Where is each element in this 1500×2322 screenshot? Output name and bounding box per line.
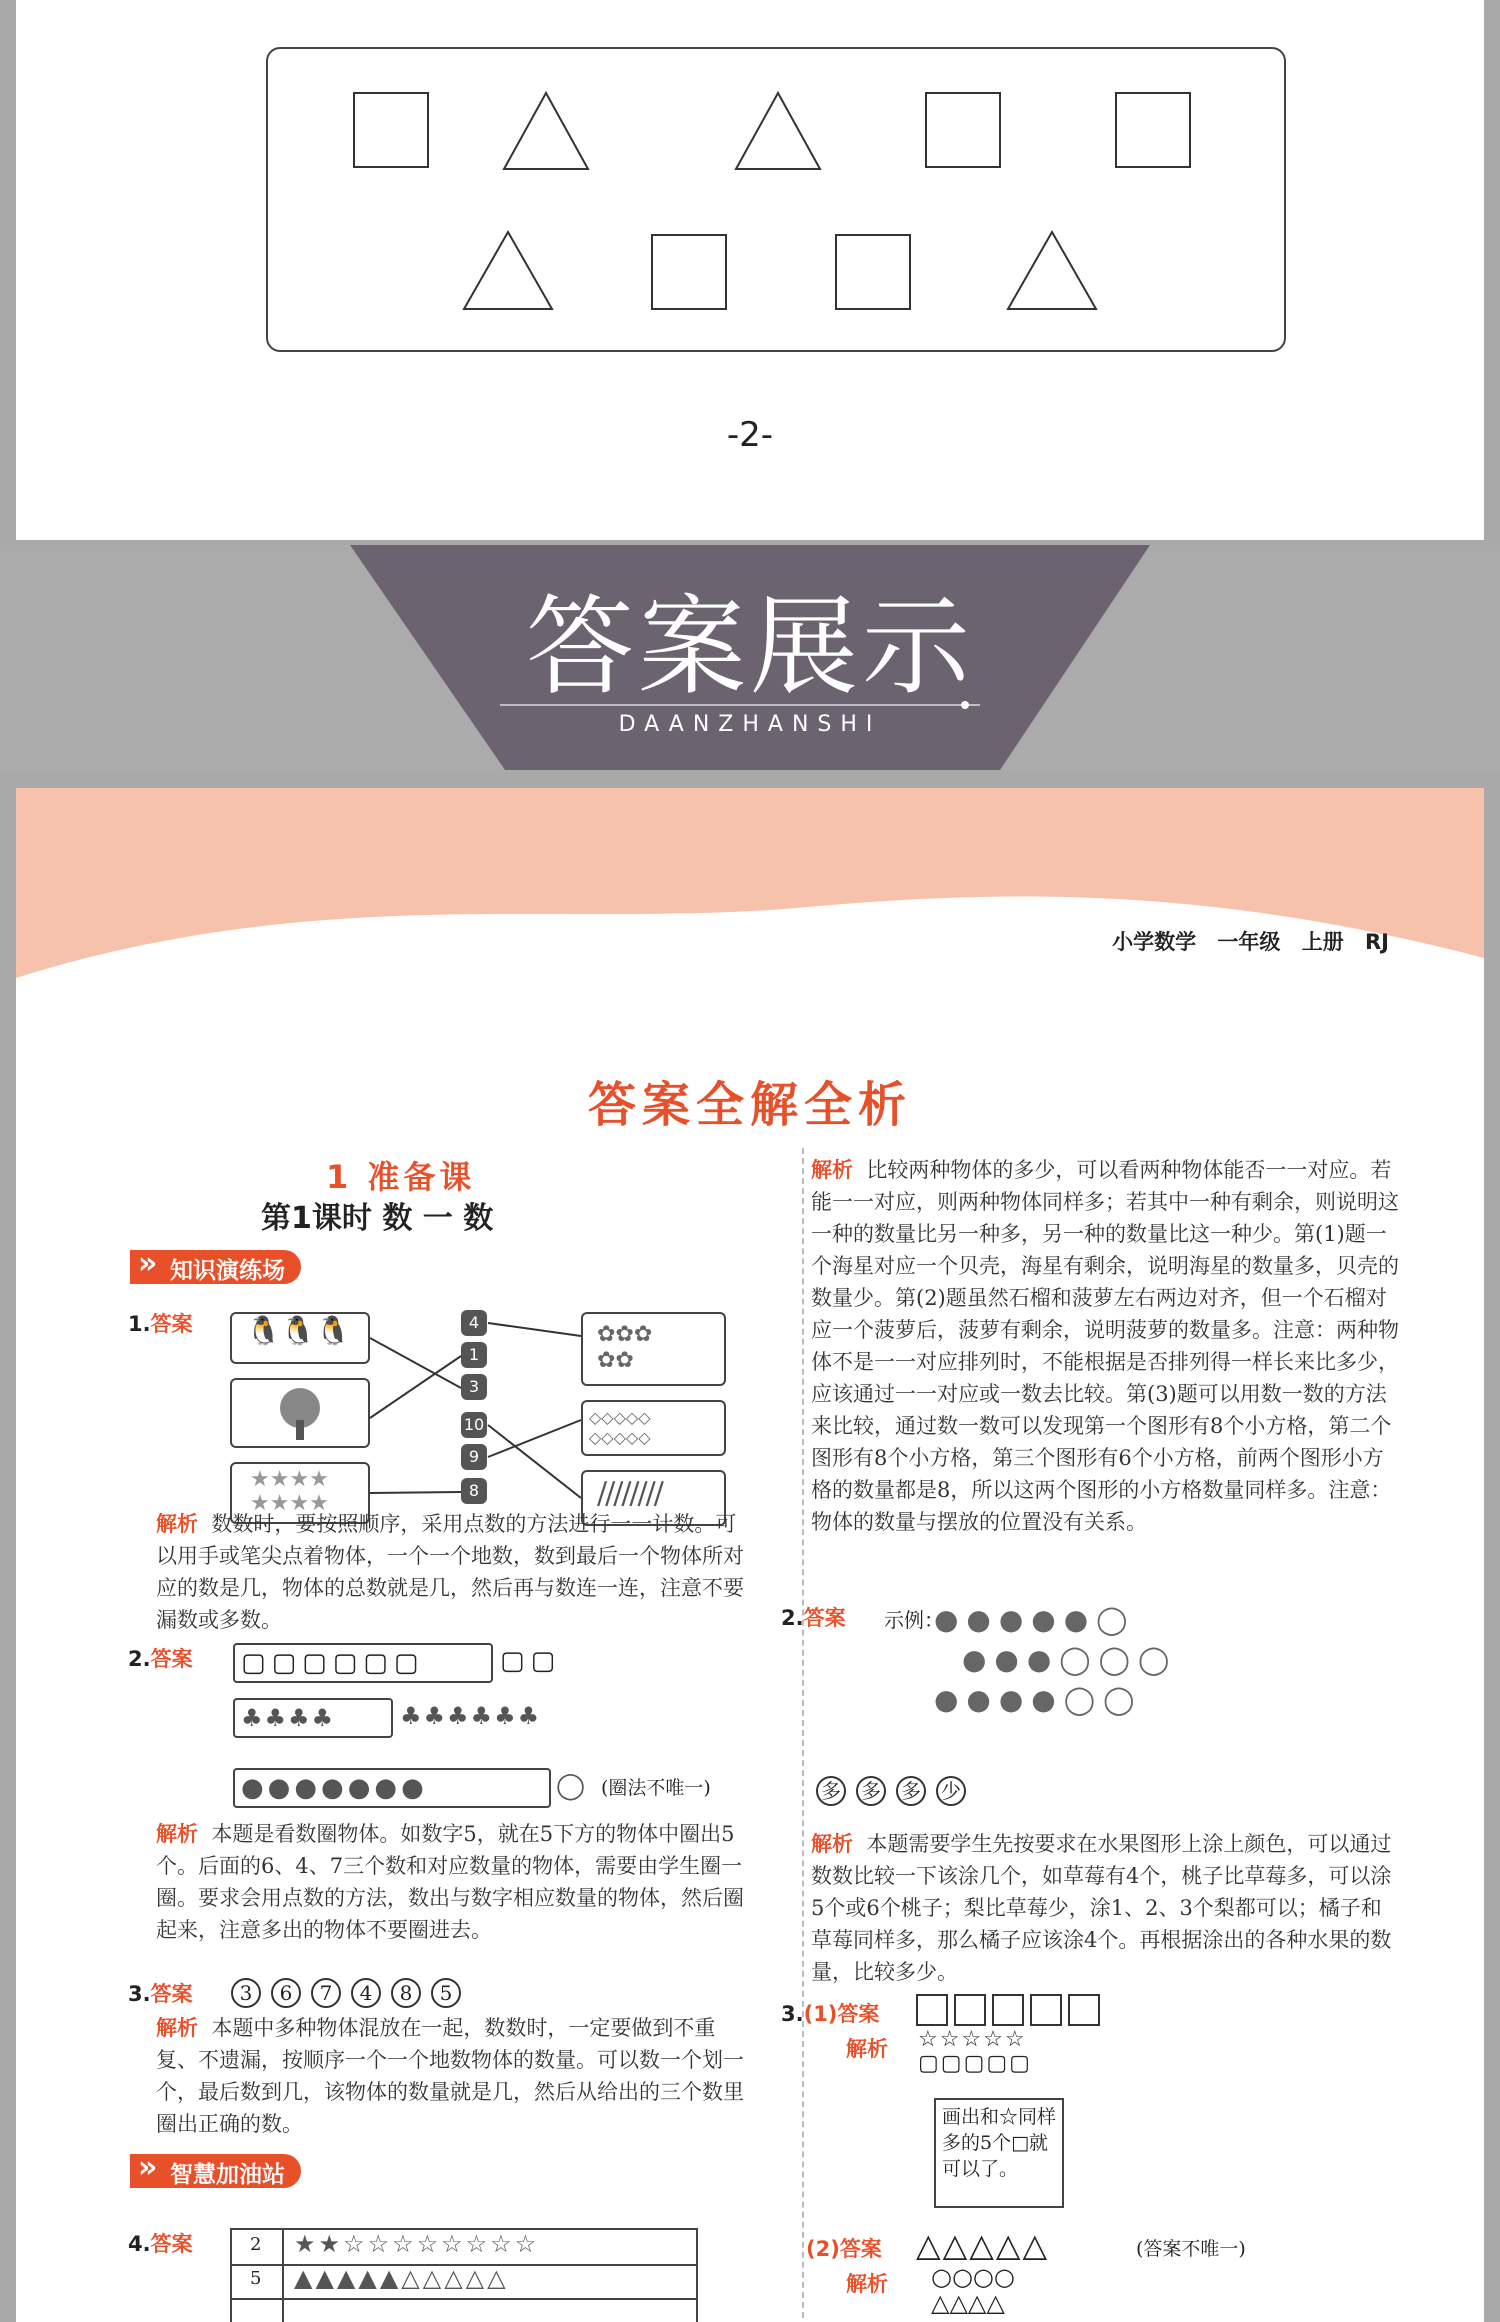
q1-analysis: 数数时，要按照顺序，采用点数的方法进行一一计数。可以用手或笔尖点着物体，一个一个地数，数到最后一个物体所对应的数是几，物体的总数就是几，然后再与数连一连，注意不要漏数或多数。 xyxy=(156,1512,744,1632)
fish-box: ◇◇◇◇◇ ◇◇◇◇◇ xyxy=(581,1400,726,1456)
answer-circle: 多 xyxy=(816,1776,846,1806)
matching-lines xyxy=(366,1308,586,1533)
column-divider xyxy=(802,1148,804,2322)
page-title: 答案全解全析 xyxy=(587,1077,912,1133)
answer-circle: 8 xyxy=(391,1978,421,2008)
section-bonus: » 智慧加油站 xyxy=(130,2154,301,2188)
row-count: 2 xyxy=(250,2234,262,2255)
answer-circle: 5 xyxy=(431,1978,461,2008)
tree-group: ♣♣♣♣ xyxy=(233,1698,393,1738)
q2-num: 2. xyxy=(128,1647,151,1671)
hint-box: 画出和☆同样多的5个□就可以了。 xyxy=(934,2098,1064,2208)
triangle-answer: △△△△△ xyxy=(916,2226,1050,2264)
answer-label: 答案 xyxy=(803,1606,846,1630)
right-analysis: 比较两种物体的多少，可以看两种物体能否一一对应。若能一一对应，则两种物体同样多；若其中一种有剩余，则说明这一种的数量比另一种多，另一种的数量比这一种少。第(1)题一个海星对应一个贝壳，海星有剩余，说明海星的数量多，贝壳的数量少。第(2)题虽然石榴和菠萝左右两边对齐，但一个石榴对应一个菠萝后，菠萝有剩余，说明菠萝的数量多。注意：两种物体不是一一对应排列时，不能根据是否排列得一样长来比多少，应该通过一一对应或一数去比较。第(3)题可以用数一数的方法来比较，通过数一数可以发现第一个图形有8个小方格，第二个图形有8个小方格，第三个图形有6个小方格，前两个图形小方格的数量都是8，所以这两个图形的小方格数量同样多。注意：物体的数量与摆放的位置没有关系。 xyxy=(811,1158,1399,1534)
square-shape xyxy=(652,235,726,309)
analysis-label: 解析 xyxy=(846,2272,888,2296)
answer-label: 答案 xyxy=(837,2002,880,2026)
number-badge: 8 xyxy=(461,1478,487,1504)
page-number: -2- xyxy=(726,415,774,455)
triangle-shape xyxy=(1008,232,1096,309)
fruit-rows: ●●●●●◯ ●●●◯◯◯ ●●●●◯◯ xyxy=(934,1603,1178,1716)
number-badge: 3 xyxy=(461,1374,487,1400)
r2-analysis: 本题需要学生先按要求在水果图形上涂上颜色，可以通过数数比较一下该涂几个，如草莓有4个，桃子比草莓多，可以涂5个或6个桃子；梨比草莓少，涂1、2、3个梨都可以；橘子和草莓同样多，那么橘子应该涂4个。再根据涂出的各种水果的数量，比较多少。 xyxy=(811,1832,1392,1984)
subject-label: 小学数学 一年级 上册 RJ xyxy=(1112,930,1389,954)
answer-label: 答案 xyxy=(150,1982,193,2006)
banner-title: 答案展示 xyxy=(525,585,974,710)
analysis-label: 解析 xyxy=(811,1157,853,1182)
q1-num: 1. xyxy=(128,1312,151,1336)
answer-label: 答案 xyxy=(150,1312,193,1336)
analysis-label: 解析 xyxy=(846,2037,888,2061)
star-square-diagram: ☆☆☆☆☆ ▢▢▢▢▢ xyxy=(918,2027,1032,2076)
r3-num: 3. xyxy=(781,2002,804,2026)
r3-note: (答案不唯一) xyxy=(1136,2238,1246,2260)
row-count: 5 xyxy=(250,2268,262,2289)
worksheet-page-top xyxy=(16,0,1484,540)
number-badge: 4 xyxy=(461,1310,487,1336)
number-badge: 1 xyxy=(461,1342,487,1368)
banner-subtitle: DAANZHANSHI xyxy=(618,712,882,737)
answer-circle: 多 xyxy=(896,1776,926,1806)
r2-num: 2. xyxy=(781,1606,804,1630)
number-badge: 10 xyxy=(461,1412,487,1438)
circle-triangle-diagram: ○○○○ △△△△ xyxy=(931,2263,1015,2317)
answer-label: 答案 xyxy=(150,2232,193,2256)
answer-circle: 多 xyxy=(856,1776,886,1806)
answer-circle: 3 xyxy=(231,1978,261,2008)
answer-label: 答案 xyxy=(150,1647,193,1671)
ball-group: ●●●●●●● xyxy=(233,1768,551,1808)
number-badge: 9 xyxy=(461,1444,487,1470)
square-shape xyxy=(836,235,910,309)
answer-page: 小学数学 一年级 上册 RJ 答案全解全析 1 准备课 第1课时 数 一 数 » 知识演练场 1.答案 🐧🐧🐧 ★★★★ ★★★★ ✿✿✿ ✿✿ ◇◇◇◇◇ ◇◇◇◇◇ //////// 4 1 3 10 9 8 解析 数数时，要按照顺序，采用点数的方法进行一一计数。可以用手或笔尖点着物体，一个一个地数，数到最后一个物体所对应的数是几，物体的总数就是几，然后再与数连一连，注意不要漏数或多数。 2.答案 ▢▢▢▢▢▢ ▢▢ ♣♣♣♣ ♣♣♣♣♣♣ ●●●●●●● ◯ (圈法不唯一) 解析 本题是看数圈物体。如数字5，就在5下方的物体中圈出5个。后面的6、4、7三个数和对应数量的物体，需要由学生圈一圈。要求会用点数的方法，数出与数字相应数量的物体，然后圈起来，注意多出的物体不要圈进去。 3.答案 3 6 7 4 8 5 解析 本题中多种物体混放在一起，数数时，一定要做到不重复、不遗漏，按顺序一个一个地数物体的数量。可以数一个划一个，最后数到几，该物体的数量就是几，然后从给出的三个数里圈出正确的数。 » 智慧加油站 4.答案 2 5 ★★☆☆☆☆☆☆☆☆ ▲▲▲▲▲△△△△△ 解析 比较两种物体的多少，可以看两种物体能否一一对应。若能一一对应，则两种物体同样多；若其中一种有剩余，则说明这一种的数量比另一种多，另一种的数量比这一种少。第(1)题一个海星对应一个贝壳，海星有剩余，说明海星的数量多，贝壳的数量少。第(2)题虽然石榴和菠萝左右两边对齐，但一个石榴对应一个菠萝后，菠萝有剩余，说明菠萝的数量多。注意：两种物体不是一一对应排列时，不能根据是否排列得一样长来比多少，应该通过一一对应或一数去比较。第(3)题可以用数一数的方法来比较，通过数一数可以发现第一个图形有8个小方格，第二个图形有8个小方格，第三个图形有6个小方格，前两个图形小方格的数量都是8，所以这两个图形的小方格数量同样多。注意：物体的数量与摆放的位置没有关系。 2.答案 示例： ●●●●●◯ ●●●◯◯◯ ●●●●◯◯ 多 多 多 少 解析 本题需要学生先按要求在水果图形上涂上颜色，可以通过数数比较一下该涂几个，如草莓有4个，桃子比草莓多，可以涂5个或6个桃子；梨比草莓少，涂1、2、3个梨都可以；橘子和草莓同样多，那么橘子应该涂4个。再根据涂出的各种水果的数量，比较多少。 3.(1)答案 解析 ☆☆☆☆☆ ▢▢▢▢▢ 画出和☆同样多的5个□就可以了。 (2)答案 △△△△△ (答案不唯一) 解析 ○○○○ △△△△ xyxy=(16,788,1484,2322)
answer-squares xyxy=(916,1994,1106,2030)
answer-circle: 少 xyxy=(936,1776,966,1806)
star-box: ★★★★ ★★★★ xyxy=(230,1462,370,1524)
lesson-title: 第1课时 数 一 数 xyxy=(261,1201,494,1236)
square-shape xyxy=(1116,93,1190,167)
answer-circle: 7 xyxy=(311,1978,341,2008)
square-shape xyxy=(354,93,428,167)
analysis-label: 解析 xyxy=(156,1821,198,1846)
triangle-shape xyxy=(464,232,552,309)
answer-circle: 4 xyxy=(351,1978,381,2008)
q2-analysis: 本题是看数圈物体。如数字5，就在5下方的物体中圈出5个。后面的6、4、7三个数和对应数量的物体，需要由学生圈一圈。要求会用点数的方法，数出与数字相应数量的物体，然后圈起来，注意多出的物体不要圈进去。 xyxy=(156,1822,744,1942)
example-label: 示例： xyxy=(884,1608,944,1632)
answer-label: 答案 xyxy=(839,2237,882,2261)
tree-box xyxy=(230,1378,370,1448)
part2: (2) xyxy=(806,2237,840,2261)
q3-num: 3. xyxy=(128,1982,151,2006)
flower-box: ✿✿✿ ✿✿ xyxy=(581,1312,726,1386)
q2-note: (圈法不唯一) xyxy=(601,1777,711,1799)
analysis-label: 解析 xyxy=(156,2015,198,2040)
shape-frame xyxy=(266,47,1286,352)
q4-num: 4. xyxy=(128,2232,151,2256)
triangle-shape xyxy=(504,93,588,169)
part1: (1) xyxy=(803,2002,838,2026)
sticks-box: //////// xyxy=(581,1470,726,1526)
penguin-box: 🐧🐧🐧 xyxy=(230,1312,370,1364)
q4-table: 2 5 ★★☆☆☆☆☆☆☆☆ ▲▲▲▲▲△△△△△ xyxy=(230,2228,698,2322)
analysis-label: 解析 xyxy=(811,1831,853,1856)
answer-circle: 6 xyxy=(271,1978,301,2008)
square-shape xyxy=(926,93,1000,167)
triangle-shape xyxy=(736,93,820,169)
unit-title: 1 准备课 xyxy=(326,1158,476,1196)
q3-analysis: 本题中多种物体混放在一起，数数时，一定要做到不重复、不遗漏，按顺序一个一个地数物体的数量。可以数一个划一个，最后数到几，该物体的数量就是几，然后从给出的三个数里圈出正确的数。 xyxy=(156,2016,744,2136)
section-knowledge: » 知识演练场 xyxy=(130,1250,301,1284)
cube-group: ▢▢▢▢▢▢ xyxy=(233,1643,493,1683)
analysis-label: 解析 xyxy=(156,1511,198,1536)
